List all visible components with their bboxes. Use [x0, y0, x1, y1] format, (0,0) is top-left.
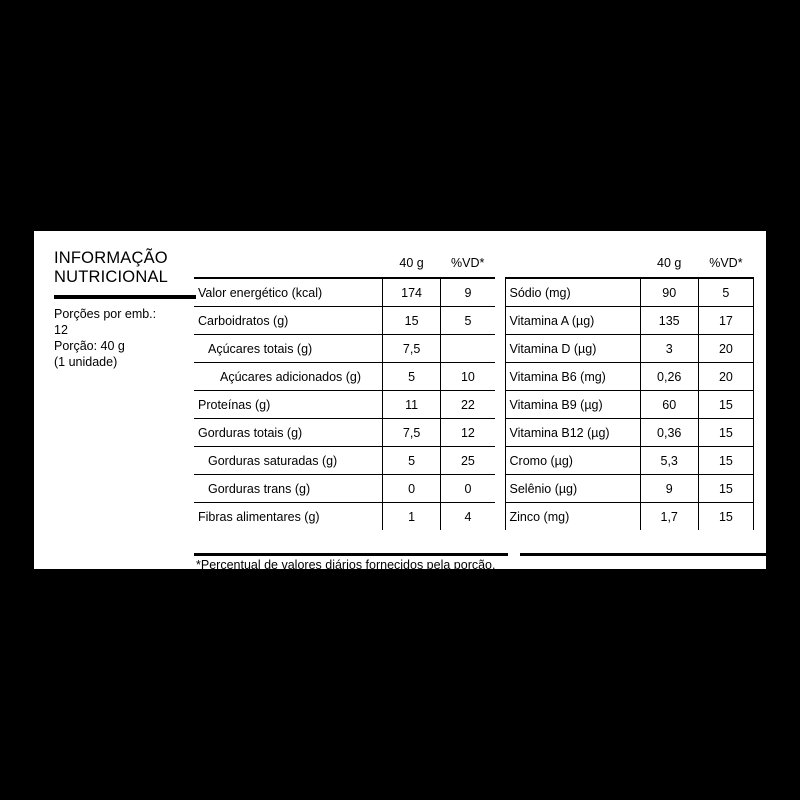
servings-per-package-value: 12 — [54, 323, 68, 337]
servings-per-package-label: Porções por emb.: — [54, 307, 157, 321]
nutrient-name-right: Cromo (µg) — [505, 447, 640, 475]
nutrient-dv-left: 5 — [440, 307, 495, 335]
serving-unit: (1 unidade) — [54, 355, 118, 369]
nutrient-name-right: Sódio (mg) — [505, 278, 640, 307]
nutrient-name-right: Selênio (µg) — [505, 475, 640, 503]
nutrient-name-right: Vitamina B9 (µg) — [505, 391, 640, 419]
header-dv-left: %VD* — [451, 256, 485, 270]
nutrient-dv-left: 0 — [440, 475, 495, 503]
nutrient-name-left: Fibras alimentares (g) — [194, 503, 383, 531]
nutrient-dv-left: 10 — [440, 363, 495, 391]
nutrient-name-left: Açúcares adicionados (g) — [194, 363, 383, 391]
nutrient-name-right: Zinco (mg) — [505, 503, 640, 531]
table-row — [194, 335, 754, 363]
column-gap — [495, 447, 505, 475]
column-gap — [495, 335, 505, 363]
column-gap — [495, 307, 505, 335]
column-gap — [495, 391, 505, 419]
nutrient-amount-left: 11 — [383, 391, 440, 419]
nutrient-dv-left: 4 — [440, 503, 495, 531]
header-blank-right — [505, 249, 640, 278]
title-block — [54, 249, 214, 370]
nutrient-name-left: Gorduras trans (g) — [194, 475, 383, 503]
nutrient-name-right: Vitamina B12 (µg) — [505, 419, 640, 447]
table-row — [194, 363, 754, 391]
nutrient-dv-left: 25 — [440, 447, 495, 475]
header-amount-right: 40 g — [657, 256, 682, 270]
header-blank-left — [194, 249, 383, 278]
table-header-row — [194, 249, 754, 278]
nutrition-table — [194, 249, 754, 530]
nutrient-amount-right: 1,7 — [640, 503, 698, 531]
footnote: *Percentual de valores diários fornecidos pela porção. — [196, 558, 496, 572]
column-gap — [495, 419, 505, 447]
footnote-divider-right — [520, 553, 798, 556]
nutrient-name-left: Proteínas (g) — [194, 391, 383, 419]
nutrient-name-right: Vitamina B6 (mg) — [505, 363, 640, 391]
table-row — [194, 391, 754, 419]
table-row — [194, 475, 754, 503]
panel-inner — [46, 241, 754, 572]
nutrient-dv-right: 15 — [698, 475, 753, 503]
table-row — [194, 447, 754, 475]
nutrient-name-right: Vitamina D (µg) — [505, 335, 640, 363]
nutrient-dv-right: 15 — [698, 391, 753, 419]
header-amount-left: 40 g — [399, 256, 424, 270]
table-row — [194, 307, 754, 335]
servings-info — [54, 306, 214, 370]
nutrient-amount-right: 5,3 — [640, 447, 698, 475]
nutrient-amount-left: 15 — [383, 307, 440, 335]
nutrient-dv-right: 5 — [698, 278, 753, 307]
page-title: INFORMAÇÃO NUTRICIONAL — [54, 249, 169, 286]
nutrition-facts-panel — [31, 228, 769, 572]
nutrient-dv-right: 15 — [698, 419, 753, 447]
table-row — [194, 278, 754, 307]
nutrient-dv-right: 17 — [698, 307, 753, 335]
nutrient-dv-right: 20 — [698, 363, 753, 391]
column-gap — [495, 503, 505, 531]
nutrient-amount-left: 1 — [383, 503, 440, 531]
column-gap — [495, 475, 505, 503]
nutrient-name-left: Carboidratos (g) — [194, 307, 383, 335]
column-gap — [495, 249, 505, 278]
nutrient-amount-right: 90 — [640, 278, 698, 307]
nutrient-dv-right: 15 — [698, 503, 753, 531]
nutrient-amount-left: 5 — [383, 363, 440, 391]
nutrient-name-left: Valor energético (kcal) — [194, 278, 383, 307]
header-dv-right: %VD* — [709, 256, 743, 270]
nutrient-amount-right: 0,36 — [640, 419, 698, 447]
title-divider — [54, 295, 196, 299]
table-row — [194, 419, 754, 447]
table-row — [194, 503, 754, 531]
footnote-divider-left — [194, 553, 508, 556]
nutrient-name-left: Gorduras totais (g) — [194, 419, 383, 447]
nutrient-amount-left: 0 — [383, 475, 440, 503]
nutrient-dv-left: 9 — [440, 278, 495, 307]
nutrient-name-left: Açúcares totais (g) — [194, 335, 383, 363]
nutrient-dv-left: 22 — [440, 391, 495, 419]
nutrient-amount-right: 60 — [640, 391, 698, 419]
nutrient-amount-left: 174 — [383, 278, 440, 307]
nutrient-name-left: Gorduras saturadas (g) — [194, 447, 383, 475]
nutrient-amount-left: 7,5 — [383, 419, 440, 447]
nutrient-dv-right: 20 — [698, 335, 753, 363]
nutrient-amount-left: 5 — [383, 447, 440, 475]
nutrient-dv-right: 15 — [698, 447, 753, 475]
nutrient-dv-left: 12 — [440, 419, 495, 447]
nutrient-dv-left — [440, 335, 495, 363]
nutrient-amount-right: 9 — [640, 475, 698, 503]
column-gap — [495, 363, 505, 391]
serving-size: Porção: 40 g — [54, 339, 125, 353]
nutrient-name-right: Vitamina A (µg) — [505, 307, 640, 335]
nutrient-amount-right: 135 — [640, 307, 698, 335]
nutrient-amount-right: 0,26 — [640, 363, 698, 391]
nutrient-amount-left: 7,5 — [383, 335, 440, 363]
column-gap — [495, 278, 505, 307]
nutrient-amount-right: 3 — [640, 335, 698, 363]
